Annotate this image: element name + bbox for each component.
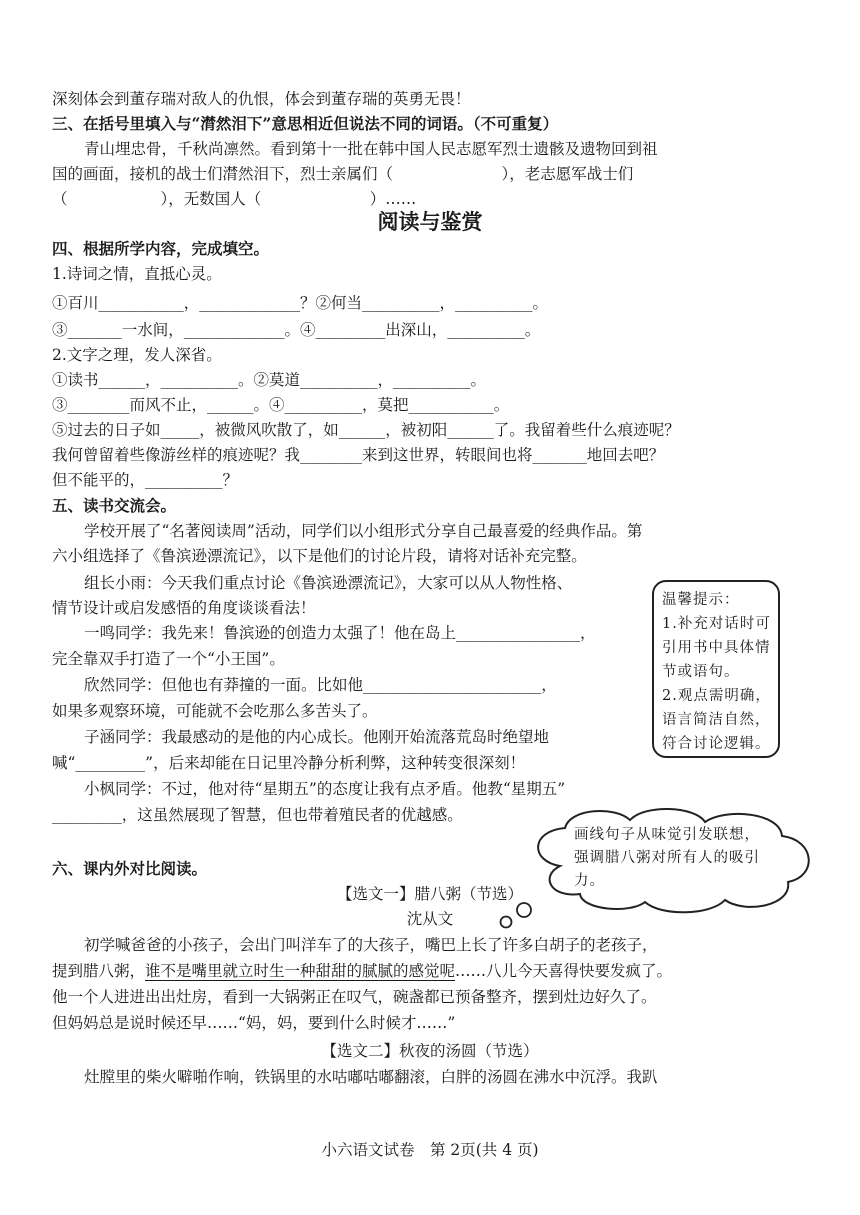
tip-heading: 温馨提示：: [662, 592, 740, 608]
selection-1-paragraph: [52, 960, 672, 982]
dialogue-line: 小枫同学：不过，他对待“星期五”的态度让我有点矛盾。他教“星期五”: [84, 780, 566, 798]
page-footer: 小六语文试卷 第 2页(共 4 页): [321, 1141, 539, 1159]
dialogue-line: _________，这虽然展现了智慧，但也带着殖民者的优越感。: [52, 806, 463, 824]
tip-item: 2.观点需明确，语言简洁自然，符合讨论逻辑。: [662, 688, 771, 752]
selection-2-paragraph: 灶膛里的柴火噼啪作响，铁锅里的水咕嘟咕嘟翻滚，白胖的汤圆在沸水中沉浮。我趴: [84, 1068, 658, 1086]
dialogue-line: 一鸣同学：我先来！鲁滨逊的创造力太强了！他在岛上________________，: [84, 624, 596, 642]
tip-item: 1.补充对话时可引用书中具体情节或语句。: [662, 616, 771, 680]
reading-section-title: 阅读与鉴赏: [377, 209, 483, 234]
selection-1-paragraph: 但妈妈总是说时候还早……“妈，妈，要到什么时候才……”: [52, 1014, 456, 1032]
intro-line: 深刻体会到董存瑞对敌人的仇恨，体会到董存瑞的英勇无畏！: [52, 90, 471, 108]
selection-1-author: 沈从文: [406, 910, 454, 928]
dialogue-line: 如果多观察环境，可能就不会吃那么多苦头了。: [52, 702, 378, 720]
text-segment: 提到腊八粥，: [52, 962, 146, 980]
fill-blank-line: ①读书______，__________。②莫道__________，__________。: [52, 371, 487, 389]
section-5-paragraph: 六小组选择了《鲁滨逊漂流记》，以下是他们的讨论片段，请将对话补充完整。: [52, 547, 587, 565]
fill-blank-line: ⑤过去的日子如_____，被微风吹散了，如______，被初阳______了。我留着些什么痕迹呢？: [52, 421, 680, 439]
dialogue-line: 子涵同学：我最感动的是他的内心成长。他刚开始流落荒岛时绝望地: [84, 728, 550, 746]
fill-blank-line: ③_______一水间，_____________。④_________出深山，__________。: [52, 321, 541, 339]
section-3-title: 三、在括号里填入与“潸然泪下”意思相近但说法不同的词语。（不可重复）: [52, 114, 559, 133]
section-3-paragraph: （ ），无数国人（ ）……: [52, 190, 417, 208]
selection-1-paragraph: 他一个人进进出出灶房，看到一大锅粥正在叹气，碗盏都已预备整齐，摆到灶边好久了。: [52, 988, 657, 1006]
cloud-tail-bubbles: [478, 900, 538, 940]
fill-blank-line: ③________而风不止，______。④__________，莫把___________。: [52, 396, 510, 414]
dialogue-line: 欣然同学：但他也有莽撞的一面。比如他_______________________，: [84, 676, 557, 694]
dialogue-line: 完全靠双手打造了一个“小王国”。: [52, 650, 285, 668]
selection-1-title: 【选文一】腊八粥（节选）: [336, 885, 523, 903]
tip-box: [652, 580, 780, 758]
section-6-title: 六、课内外对比阅读。: [52, 859, 208, 878]
dialogue-line: 组长小雨：今天我们重点讨论《鲁滨逊漂流记》，大家可以从人物性格、: [84, 574, 573, 592]
selection-1-paragraph: 初学喊爸爸的小孩子，会出门叫洋车了的大孩子，嘴巴上长了许多白胡子的老孩子，: [84, 936, 658, 954]
cloud-annotation: 画线句子从味觉引发联想，强调腊八粥对所有人的吸引力。: [574, 827, 760, 889]
section-3-paragraph: 青山埋忠骨，千秋尚凛然。看到第十一批在韩中国人民志愿军烈士遗骸及遗物回到祖: [84, 140, 658, 158]
dialogue-line: 喊“_________”，后来却能在日记里冷静分析利弊，这种转变很深刻！: [52, 754, 526, 772]
text-segment: ……八儿今天喜得快要发疯了。: [455, 962, 673, 980]
fill-blank-line: 但不能平的，__________？: [52, 471, 239, 489]
dialogue-line: 情节设计或启发感悟的角度谈谈看法！: [52, 599, 316, 617]
fill-blank-line: 我何曾留着些像游丝样的痕迹呢？我________来到这世界，转眼间也将_______地回去吧？: [52, 446, 665, 464]
section-3-paragraph: 国的画面，接机的战士们潸然泪下，烈士亲属们（ ），老志愿军战士们: [52, 165, 634, 183]
section-4-subheading: 1.诗词之情，直抵心灵。: [52, 265, 222, 283]
section-4-subheading: 2.文字之理，发人深省。: [52, 346, 222, 364]
underlined-sentence: 谁不是嘴里就立时生一种甜甜的腻腻的感觉呢: [145, 962, 456, 980]
section-4-title: 四、根据所学内容，完成填空。: [52, 239, 270, 258]
selection-2-title: 【选文二】秋夜的汤圆（节选）: [321, 1042, 539, 1060]
fill-blank-line: ①百川___________，_____________？②何当__________，__________。: [52, 294, 549, 312]
section-5-paragraph: 学校开展了“名著阅读周”活动，同学们以小组形式分享自己最喜爱的经典作品。第: [84, 522, 643, 540]
section-5-title: 五、读书交流会。: [52, 496, 177, 515]
